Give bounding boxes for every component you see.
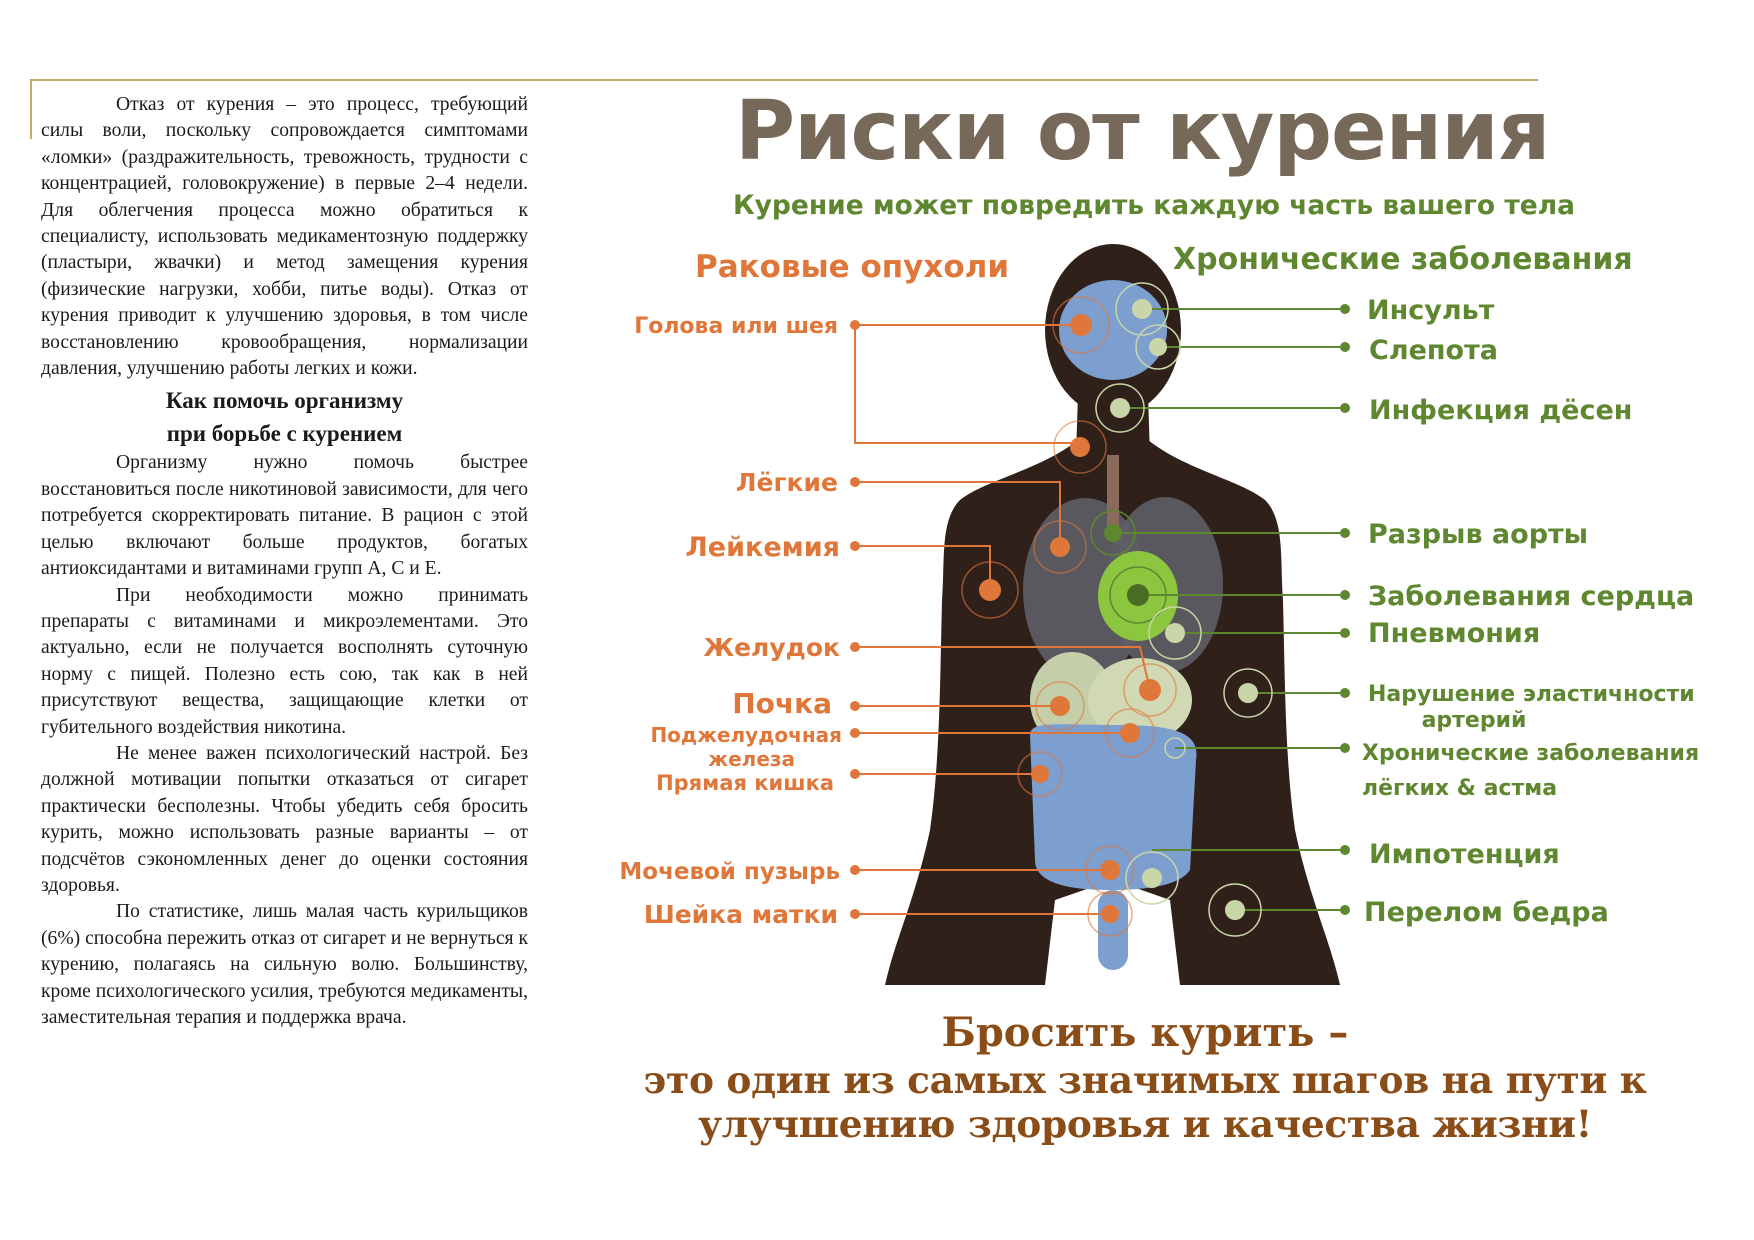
chronic-label-dots	[1340, 304, 1350, 915]
closing-line1: Бросить курить –	[941, 1009, 1349, 1056]
label-head-neck: Голова или шея	[634, 314, 838, 339]
page-title: Риски от курения	[735, 84, 1550, 179]
label-stroke: Инсульт	[1367, 295, 1495, 326]
paragraph-vitamins: При необходимости можно принимать препараты с витаминами и микроэлементами. Это актуально, если не получается восполнять суточную норму с пищей. Полезно есть сою, так как в ней присутствуют вещества, защищающие клетки от губительного воздействия никотина.	[41, 584, 528, 738]
paragraph-nutrition: Организму нужно помочь быстрее восстановиться после никотиновой зависимости, для чего потребуется скорректировать питание. В рацион с этой целью включают больше продуктов, богатых антиоксидантами и витаминами групп А, С и Е.	[41, 452, 528, 580]
section-heading-line2: при борьбе с курением	[166, 421, 403, 447]
paragraph-statistics: По статистике, лишь малая часть курильщиков (6%) способна пережить отказ от сигарет и не вернуться к курению, полагаясь на сильную волю. Большинству, кроме психологического усилия, требуются медикаменты, заместительная терапия и поддержка врача.	[41, 901, 528, 1028]
label-aortic-rupture: Разрыв аорты	[1368, 519, 1589, 550]
page-subtitle: Курение может повредить каждую часть вашего тела	[733, 190, 1575, 221]
lower-tract	[1098, 890, 1128, 970]
label-artery-line1: Нарушение эластичности	[1368, 682, 1695, 707]
paragraph-psychology: Не менее важен психологический настрой. Без должной мотивации попытки отказаться от сигарет практически бесполезны. Чтобы убедить себя бросить курить, можно использовать разные варианты – от подсчётов сэкономленных денег до оценки состояния здоровья.	[41, 742, 528, 896]
label-artery-line2: артерий	[1421, 708, 1527, 733]
cancer-heading: Раковые опухоли	[695, 249, 1010, 285]
cancer-labels	[619, 314, 842, 929]
label-heart-disease: Заболевания сердца	[1368, 581, 1695, 612]
label-lung-chronic-line2: лёгких & астма	[1362, 776, 1558, 801]
label-rectum: Прямая кишка	[656, 771, 834, 795]
label-pancreas-line2: железа	[708, 747, 795, 771]
label-lung-chronic-line1: Хронические заболевания	[1362, 741, 1700, 766]
chronic-labels	[1362, 295, 1699, 928]
label-bladder: Мочевой пузырь	[619, 859, 840, 885]
chronic-heading: Хронические заболевания	[1173, 242, 1633, 277]
label-lungs: Лёгкие	[735, 468, 838, 497]
closing-line3: улучшению здоровья и качества жизни!	[698, 1102, 1592, 1146]
label-stomach: Желудок	[703, 633, 840, 662]
label-blindness: Слепота	[1369, 335, 1498, 366]
label-gum-infection: Инфекция дёсен	[1369, 395, 1633, 426]
label-hip-fracture: Перелом бедра	[1364, 897, 1609, 928]
label-impotence: Импотенция	[1369, 839, 1560, 870]
label-leukemia: Лейкемия	[685, 532, 840, 563]
section-heading-line1: Как помочь организму	[165, 388, 404, 414]
label-cervix: Шейка матки	[643, 900, 838, 929]
label-pancreas-line1: Поджелудочная	[650, 723, 842, 747]
intro-paragraph: Отказ от курения – это процесс, требующий силы воли, поскольку сопровождается симптомами «ломки» (раздражительность, тревожность, трудности с концентрацией, головокружение) в первые 2–4 недели. Для облегчения процесса можно обратиться к специалисту, использовать медикаментозную поддержку (пластыри, жвачки) и метод замещения курения (физические нагрузки, хобби, питье воды). Отказ от курения приводит к улучшению здоровья, в том числе восстановлению кровообращения, нормализации давления, улучшению работы легких и кожи.	[41, 94, 528, 380]
trachea	[1107, 455, 1119, 535]
closing-message	[630, 1008, 1660, 1146]
label-pneumonia: Пневмония	[1368, 618, 1541, 649]
closing-line2: это один из самых значимых шагов на пути к	[643, 1058, 1647, 1102]
label-kidney: Почка	[732, 687, 832, 720]
